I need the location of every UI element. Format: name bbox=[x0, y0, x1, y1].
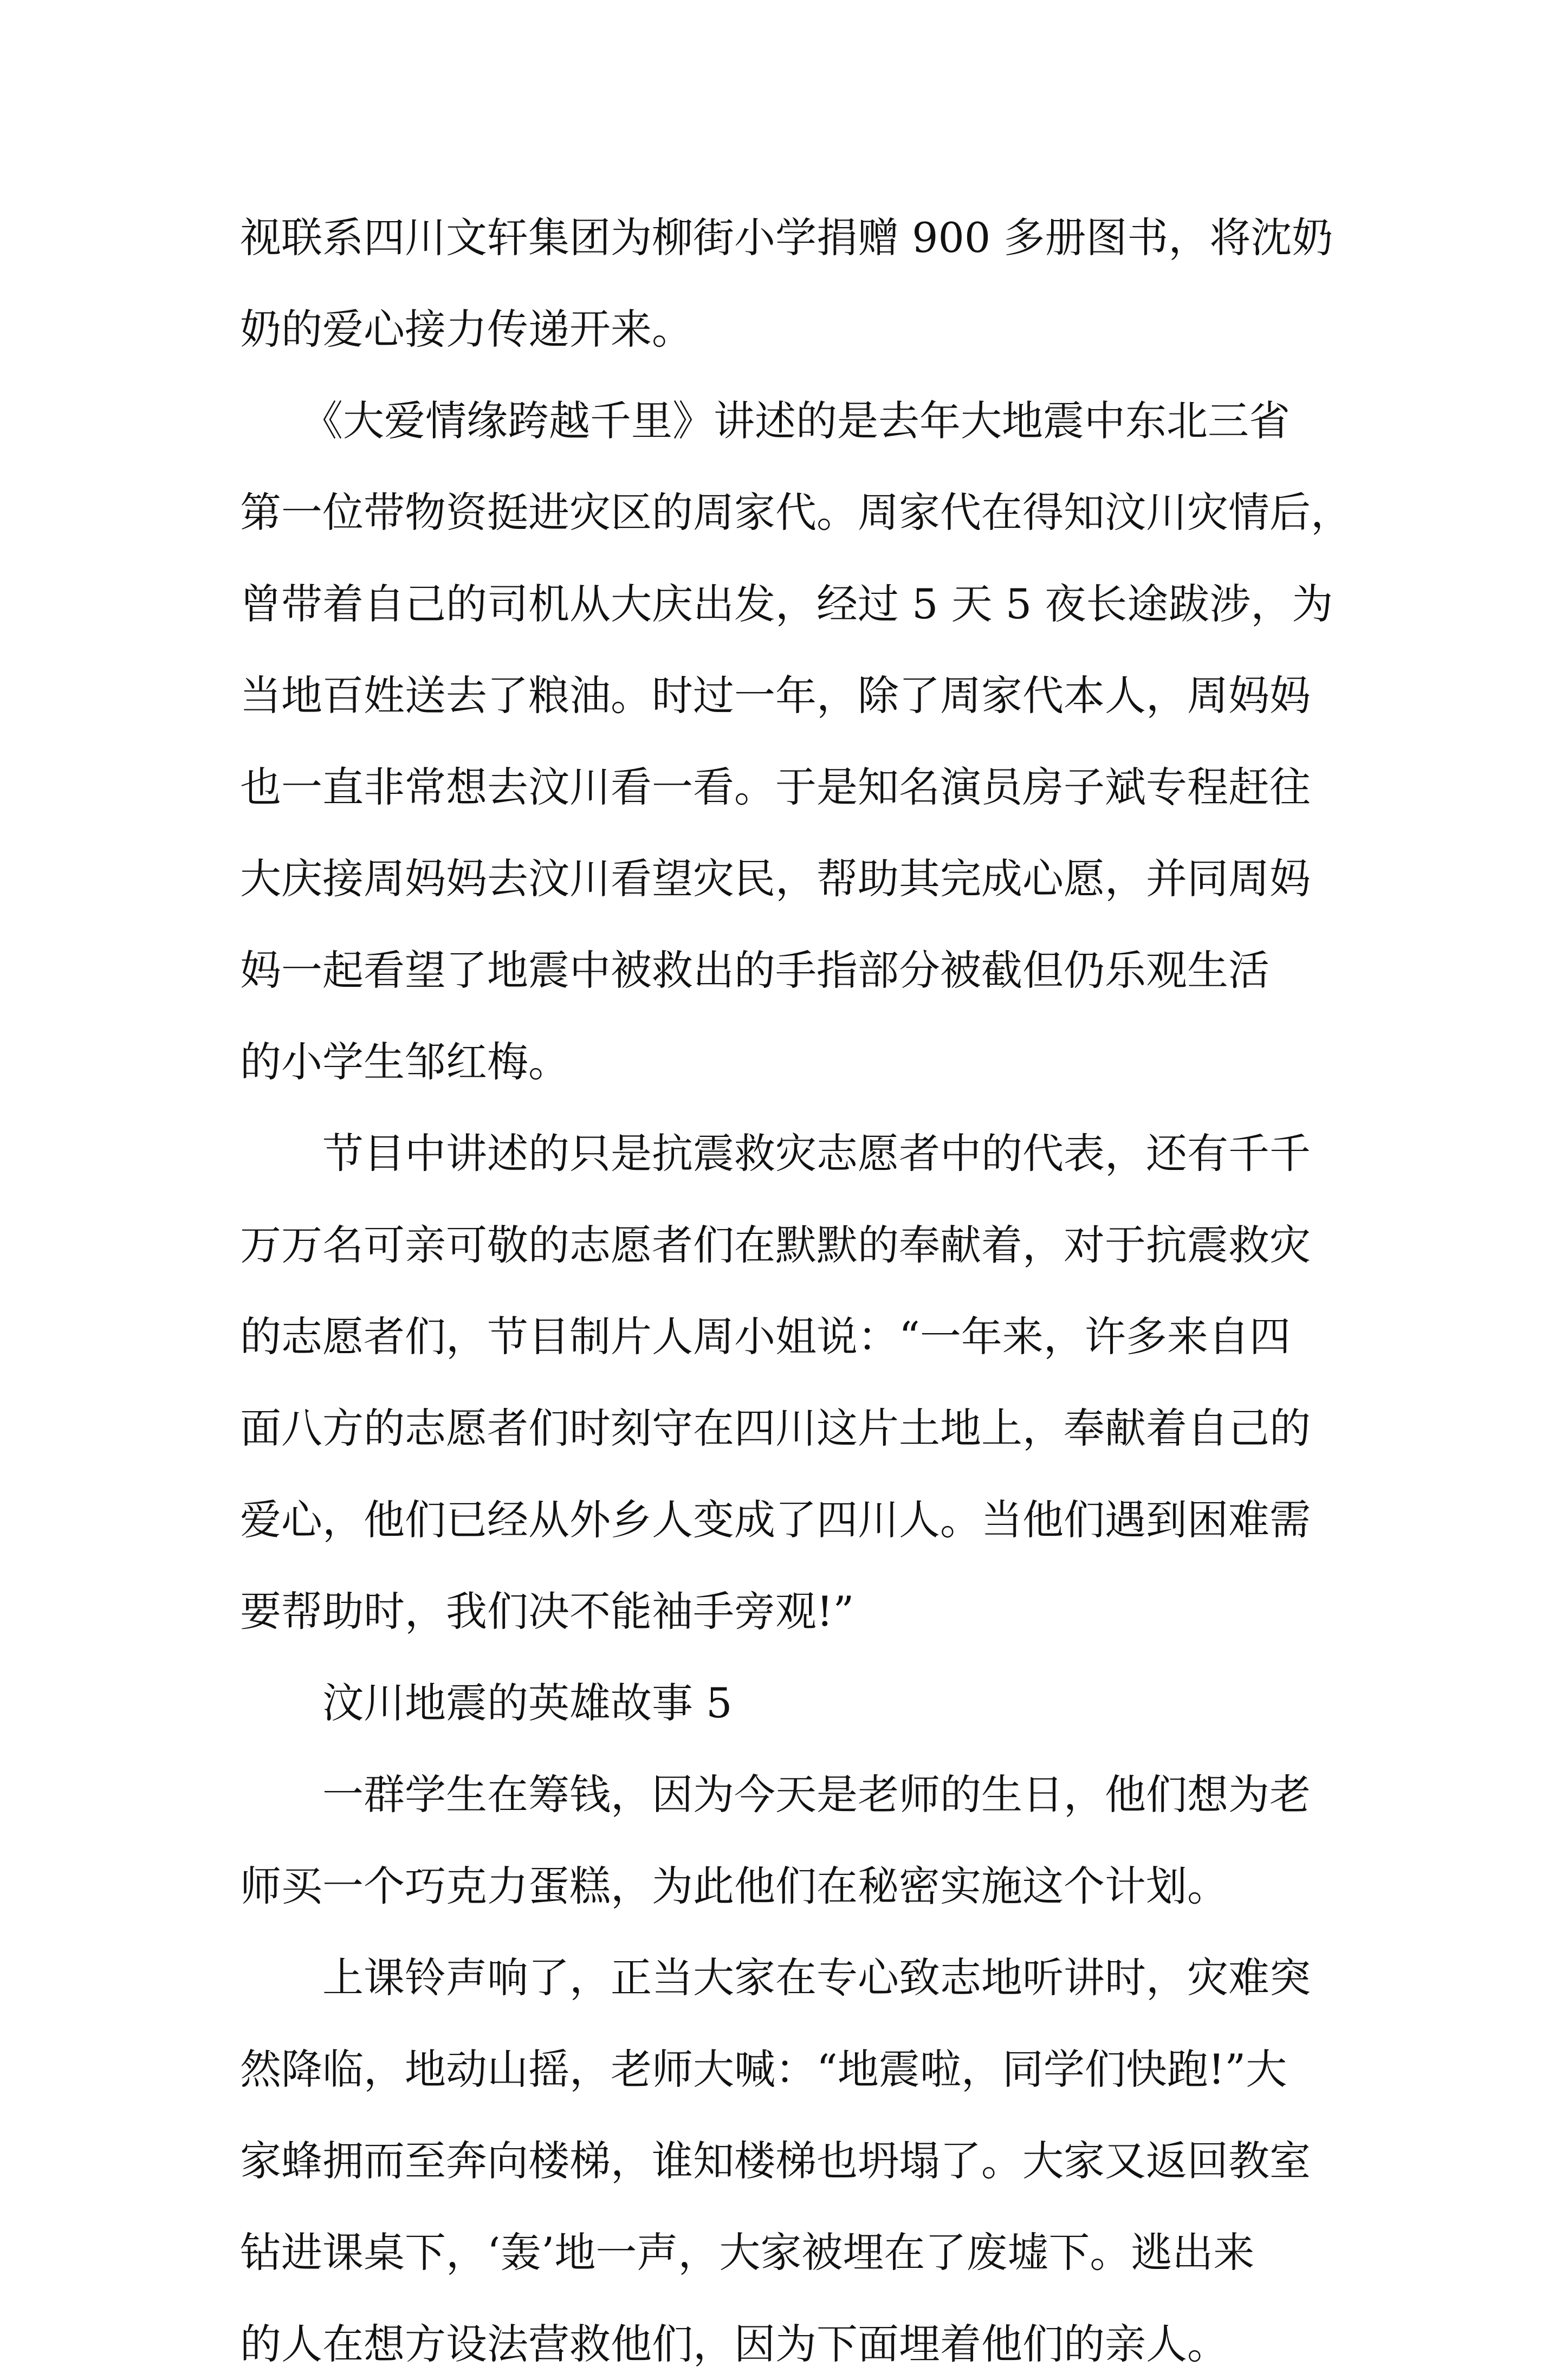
text-line: 的人在想方设法营救他们，因为下面埋着他们的亲人。 bbox=[240, 2320, 1228, 2368]
text-line: 要帮助时，我们决不能袖手旁观!” bbox=[240, 1587, 854, 1635]
text-line: 妈一起看望了地震中被救出的手指部分被截但仍乐观生活 bbox=[240, 946, 1269, 994]
text-line: 上课铃声响了，正当大家在专心致志地听讲时，灾难突 bbox=[240, 1954, 1311, 2002]
text-line: 一群学生在筹钱，因为今天是老师的生日，他们想为老 bbox=[240, 1770, 1311, 1819]
text-line: 面八方的志愿者们时刻守在四川这片土地上，奉献着自己的 bbox=[240, 1404, 1311, 1452]
section-heading bbox=[240, 1674, 1329, 1732]
text-line: 当地百姓送去了粮油。时过一年，除了周家代本人，周妈妈 bbox=[240, 671, 1311, 720]
text-line: 视联系四川文轩集团为柳街小学捐赠 900 多册图书，将沈奶 bbox=[240, 214, 1333, 262]
text-line: 家蜂拥而至奔向楼梯，谁知楼梯也坍塌了。大家又返回教室 bbox=[240, 2137, 1311, 2185]
text-line: 也一直非常想去汶川看一看。于是知名演员房子斌专程赶往 bbox=[240, 763, 1311, 811]
text-line: 《大爱情缘跨越千里》讲述的是去年大地震中东北三省 bbox=[240, 397, 1290, 445]
text-line: 然降临，地动山摇，老师大喊：“地震啦，同学们快跑!”大 bbox=[240, 2045, 1287, 2093]
text-line: 奶的爱心接力传递开来。 bbox=[240, 305, 693, 353]
paragraph-donation bbox=[240, 209, 1333, 358]
text-line: 爱心，他们已经从外乡人变成了四川人。当他们遇到困难需 bbox=[240, 1496, 1311, 1544]
document-body bbox=[240, 209, 1352, 2373]
paragraph-zhou-jiadai bbox=[240, 392, 1352, 1091]
text-line: 大庆接周妈妈去汶川看望灾民，帮助其完成心愿，并同周妈 bbox=[240, 855, 1311, 903]
text-line: 曾带着自己的司机从大庆出发，经过 5 天 5 夜长途跋涉，为 bbox=[240, 580, 1333, 628]
paragraph-volunteers bbox=[240, 1124, 1329, 1640]
text-line: 师买一个巧克力蛋糕，为此他们在秘密实施这个计划。 bbox=[240, 1862, 1228, 1910]
text-line: 万万名可亲可敬的志愿者们在默默的奉献着，对于抗震救灾 bbox=[240, 1221, 1311, 1269]
text-line: 钻进课桌下，‘轰’地一声，大家被埋在了废墟下。逃出来 bbox=[240, 2228, 1255, 2277]
heading-line: 汶川地震的英雄故事 5 bbox=[240, 1679, 733, 1727]
text-line: 第一位带物资挺进灾区的周家代。周家代在得知汶川灾情后， bbox=[240, 488, 1352, 536]
text-line: 的小学生邹红梅。 bbox=[240, 1038, 569, 1086]
text-line: 节目中讲述的只是抗震救灾志愿者中的代表，还有千千 bbox=[240, 1129, 1311, 1178]
paragraph-students bbox=[240, 1766, 1329, 1915]
text-line: 的志愿者们，节目制片人周小姐说：“一年来，许多来自四 bbox=[240, 1312, 1291, 1361]
paragraph-earthquake bbox=[240, 1949, 1329, 2373]
